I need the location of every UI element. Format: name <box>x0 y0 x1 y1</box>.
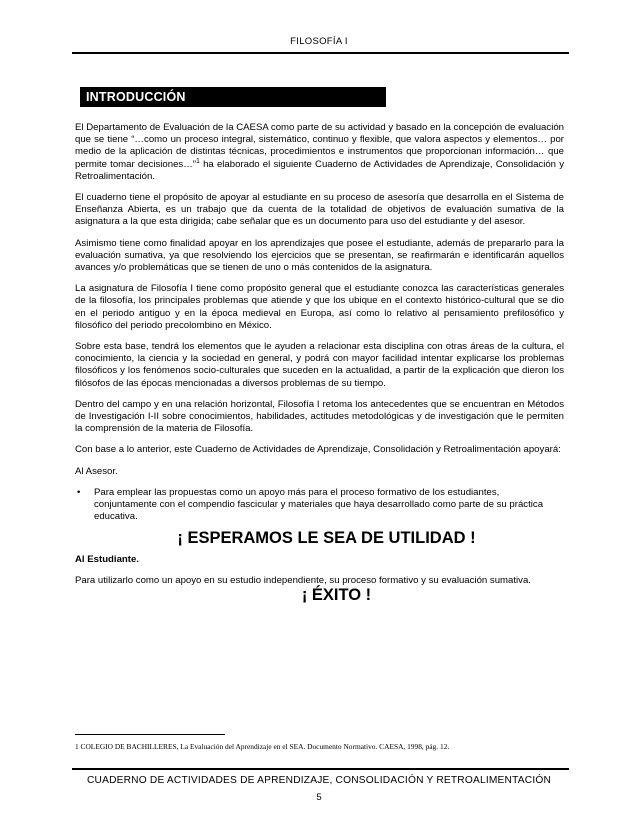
page-header: FILOSOFÍA I <box>290 36 348 47</box>
page-number: 5 <box>316 792 322 803</box>
footnote-reference: 1 <box>196 157 200 165</box>
advisor-label: Al Asesor. <box>75 465 118 477</box>
section-heading-bar <box>80 87 386 107</box>
section-title: INTRODUCCIÓN <box>86 90 186 104</box>
list-item <box>75 487 564 524</box>
paragraph-intro <box>75 122 564 183</box>
paragraph-support: Con base a lo anterior, este Cuaderno de Actividades de Aprendizaje, Consolidación y Retroalimentación apoyará: <box>75 444 561 456</box>
footnote-rule <box>75 734 225 735</box>
bullet-mark: • <box>77 486 81 498</box>
paragraph-basis: Sobre esta base, tendrá los elementos que le ayuden a relacionar esta disciplina con otras áreas de la cultura, el conocimiento, la ciencia y la sociedad en general, y podrá con mayor facilidad intentar explicarse los problemas filosóficos y los fenómenos socio-culturales que suceden en la actualidad, a partir de la explicación que dieron los filósofos de las épocas mencionadas a diversos problemas de su tiempo. <box>75 341 564 389</box>
slogan-success: ¡ ÉXITO ! <box>301 586 372 605</box>
paragraph-intro-text: El Departamento de Evaluación de la CAESA como parte de su actividad y basado en la concepción de evaluación que se tiene “…como un proceso integral, sistemático, continuo y flexible, que valora aspectos y elementos… por medio de la aplicación de distintas técnicas, procedimientos e instrumentos que proporcionan información… que permite tomar decisiones…” <box>75 122 564 170</box>
paragraph-student: Para utilizarlo como un apoyo en su estudio independiente, su proceso formativo y su evaluación sumativa. <box>75 574 531 586</box>
paragraph-subject: La asignatura de Filosofía I tiene como propósito general que el estudiante conozca las características generales de la filosofía, los principales problemas que atiende y que los ubique en el contexto histórico-cultural que se dio en el periodo antiguo y en la época medieval en Europa, así como lo relativo al pensamiento prefilosófico y filosófico del periodo precolombino en México. <box>75 283 564 331</box>
slogan-utility: ¡ ESPERAMOS LE SEA DE UTILIDAD ! <box>177 529 476 548</box>
paragraph-intro-text-cont: ha elaborado el siguiente Cuaderno de Actividades de Aprendizaje, Consolidación y Retroalimentación. <box>75 158 564 182</box>
document-body <box>75 122 564 605</box>
student-label: Al Estudiante. <box>75 553 139 565</box>
paragraph-purpose: El cuaderno tiene el propósito de apoyar al estudiante en su proceso de asesoría que desarrolla en el Sistema de Enseñanza Abierta, es un trabajo que da cuenta de la totalidad de objetivos de evaluación sumativa de la asignatura a la que esta dirigida; cabe señalar que es un documento para uso del estudiante y del asesor. <box>75 192 564 228</box>
bullet-text: Para emplear las propuestas como un apoyo más para el proceso formativo de los estudiantes, conjuntamente con el compendio fascicular y materiales que haya desarrollado como parte de su práctica educativa. <box>94 486 544 523</box>
footer-rule <box>72 768 569 770</box>
footer-title: CUADERNO DE ACTIVIDADES DE APRENDIZAJE, CONSOLIDACIÓN Y RETROALIMENTACIÓN <box>86 775 552 786</box>
header-rule <box>72 52 569 54</box>
footnote: 1 COLEGIO DE BACHILLERES, La Evaluación del Aprendizaje en el SEA. Documento Normativo. CAESA, 1998, pág. 12. <box>75 742 450 751</box>
paragraph-goal: Asimismo tiene como finalidad apoyar en los aprendizajes que posee el estudiante, además de prepararlo para la evaluación sumativa, ya que resolviendo los ejercicios que se presentan, se reafirmarán e identificarán aquellos avances y/o problemáticas que se tienen de uno o más contenidos de la asignatura. <box>75 237 564 274</box>
paragraph-context: Dentro del campo y en una relación horizontal, Filosofía I retoma los antecedentes que se encuentran en Métodos de Investigación I-II sobre conocimientos, habilidades, actitudes metodológicas y de investigación que le permiten la comprensión de la materia de Filosofía. <box>75 398 564 435</box>
